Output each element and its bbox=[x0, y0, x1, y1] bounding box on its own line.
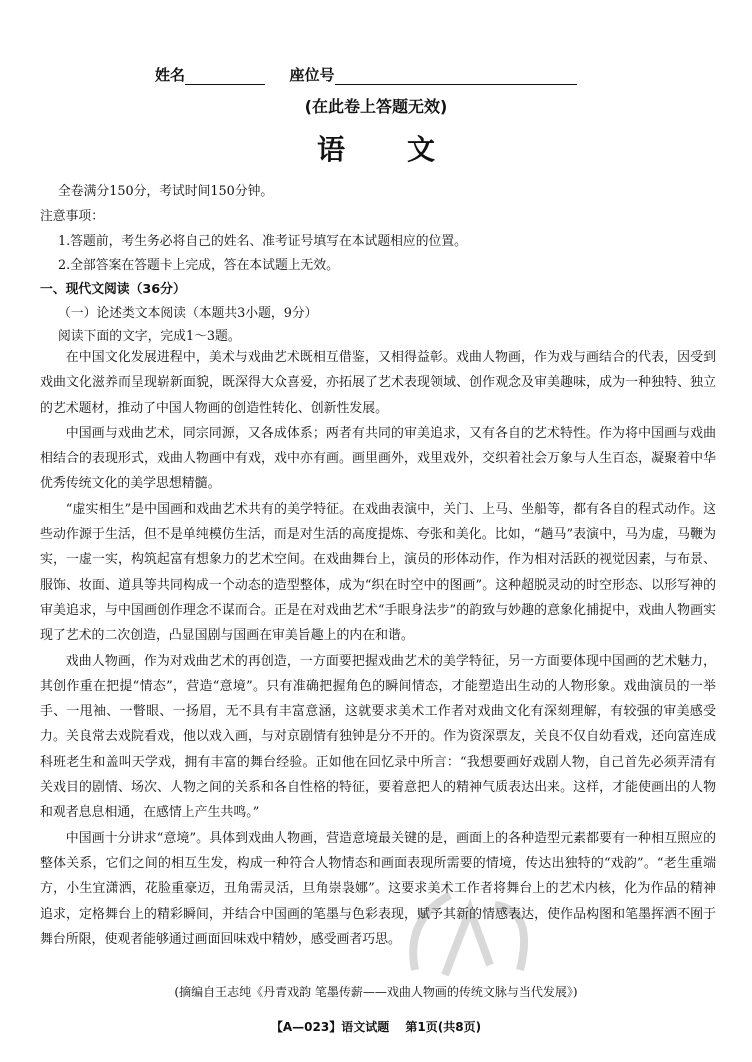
notice-item-1: 1.答题前，考生务必将自己的姓名、准考证号填写在本试题相应的位置。 bbox=[58, 234, 467, 249]
candidate-info-line bbox=[155, 64, 577, 85]
notice-item-2: 2.全部答案在答题卡上完成，答在本试题上无效。 bbox=[58, 258, 339, 273]
subject-title: 语文 bbox=[316, 133, 497, 166]
passage-paragraph: 在中国文化发展进程中，美术与戏曲艺术既相互借鉴，又相得益彰。戏曲人物画，作为戏与画结合的代表，因受到戏曲文化滋养而呈现崭新面貌，既深得大众喜爱，亦拓展了艺术表现领域、创作观念及审美趣味，成为一种独特、独立的艺术题材，推动了中国人物画的创造性转化、创新性发展。 bbox=[40, 350, 716, 416]
reading-prompt: 阅读下面的文字，完成1～3题。 bbox=[58, 329, 241, 344]
passage-paragraph: 中国画十分讲求“意境”。具体到戏曲人物画，营造意境最关键的是，画面上的各种造型元素都要有一种相互照应的整体关系，它们之间的相互生发，构成一种符合人物情态和画面表现所需要的情境，传达出独特的“戏韵”。“老生重端方，小生宜潇洒，花脸重豪迈，丑角需灵活，旦角崇袅娜”。这要求美术工作者将舞台上的艺术内核，化为作品的精神追求，定格舞台上的精彩瞬间，并结合中国画的笔墨与色彩表现，赋予其新的情感表达，使作品构图和笔墨挥洒不囿于舞台所限，使观者能够通过画面回味戏中精妙，感受画者巧思。 bbox=[40, 830, 716, 947]
name-label: 姓名 bbox=[155, 66, 186, 84]
passage-paragraph: 中国画与戏曲艺术，同宗同源，又各成体系；两者有共同的审美追求，又有各自的艺术特性。作为将中国画与戏曲相结合的表现形式，戏曲人物画中有戏，戏中亦有画。画里画外，戏里戏外，交织着社会万象与人生百态，凝聚着中华优秀传统文化的美学思想精髓。 bbox=[40, 425, 716, 492]
passage-paragraph: 戏曲人物画，作为对戏曲艺术的再创造，一方面要把握戏曲艺术的美学特征，另一方面要体现中国画的艺术魅力，其创作重在把提“情态”，营造“意境”。只有准确把握角色的瞬间情态，才能塑造出生动的人物形象。戏曲演员的一举手、一甩袖、一瞥眼、一扬眉，无不具有丰富意涵，这就要求美术工作者对戏曲文化有深刻理解，有较强的审美感受力。关良常去戏院看戏，他以戏入画，与对京剧情有独钟是分不开的。作为资深票友，关良不仅自幼看戏，还向富连成科班老生和盖叫天学戏，拥有丰富的舞台经验。正如他在回忆录中所言：“我想要画好戏剧人物，自己首先必须弄清有关戏目的剧情、场次、人物之间的关系和各自性格的特征，要着意把人的精神气质表达出来。这样，才能使画出的人物和观者息息相通，在感情上产生共鸣。” bbox=[40, 653, 716, 821]
section-title: 一、现代文阅读（36分） bbox=[40, 282, 186, 297]
seat-blank bbox=[335, 68, 577, 85]
score-time-line: 全卷满分150分，考试时间150分钟。 bbox=[58, 184, 274, 199]
passage-paragraph: “虚实相生”是中国画和戏曲艺术共有的美学特征。在戏曲表演中，关门、上马、坐船等，都有各自的程式动作。这些动作源于生活，但不是单纯模仿生活，而是对生活的高度提炼、夸张和美化。比如，“趟马”表演中，马为虚，马鞭为实，一虚一实，构筑起富有想象力的艺术空间。在戏曲舞台上，演员的形体动作，作为相对活跃的视觉因素，与布景、服饰、妆面、道具等共同构成一个动态的造型整体，成为“织在时空中的图画”。这种超脱灵动的时空形态、以形写神的审美追求，与中国画创作理念不谋而合。正是在对戏曲艺术“手眼身法步”的韵致与妙趣的意象化捕捉中，戏曲人物画实现了艺术的二次创造，凸显国剧与国画在审美旨趣上的内在和谐。 bbox=[40, 501, 716, 644]
notice-title: 注意事项： bbox=[40, 209, 104, 224]
page-number: 第1页(共8页) bbox=[405, 1020, 482, 1034]
paper-code: 【A—023】语文试题 bbox=[270, 1020, 390, 1034]
watermark-logo bbox=[395, 880, 545, 990]
invalid-note: (在此卷上答题无效) bbox=[304, 97, 448, 116]
page-footer bbox=[0, 1018, 752, 1035]
name-blank bbox=[185, 68, 265, 85]
source-credit: (摘编自王志纯《丹青戏韵 笔墨传薪——戏曲人物画的传统文脉与当代发展》) bbox=[174, 985, 578, 999]
passage bbox=[40, 345, 716, 952]
seat-label: 座位号 bbox=[289, 66, 335, 84]
subsection-title: （一）论述类文本阅读（本题共3小题，9分） bbox=[58, 306, 318, 321]
